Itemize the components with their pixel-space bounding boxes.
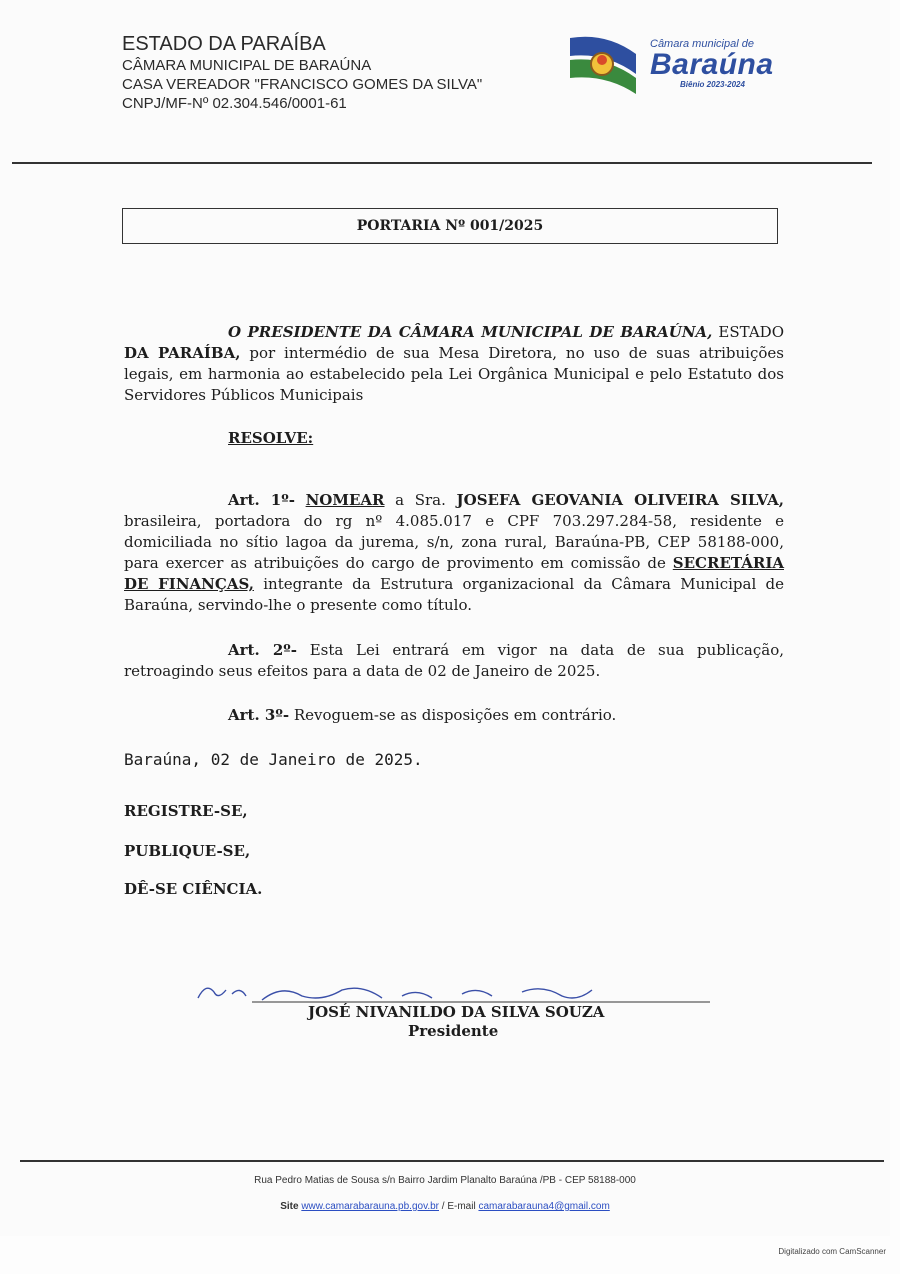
art2-text: Esta Lei entrará em vigor na data de sua publicação, retroagindo seus efeitos para a data de 02 de Janeiro de 2025. [124,641,784,680]
closing-publish: PUBLIQUE-SE, [124,842,251,860]
header-divider [12,162,872,164]
email-label: / E-mail [441,1201,476,1212]
art1-text: brasileira, portadora do rg nº 4.085.017 e CPF 703.297.284-58, residente e domiciliada no sítio lagoa da jurema, s/n, zona rural, Baraúna-PB, CEP 58188-000, para exercer as atribuições do cargo de provimento em comissão de [124,512,784,572]
place-date: Baraúna, 02 de Janeiro de 2025. [124,750,423,769]
logo-wordmark [650,38,774,89]
logo-name: Baraúna [650,48,774,81]
art1-verb: NOMEAR [305,491,385,509]
logo-term: Biênio 2023-2024 [680,80,745,89]
scanner-watermark: Digitalizado com CamScanner [778,1247,886,1256]
preamble-state-b: DA PARAÍBA, [124,344,241,362]
email-link[interactable]: camarabarauna4@gmail.com [478,1201,610,1212]
art1-pre-name: a Sra. [395,491,446,509]
resolve-heading: RESOLVE: [228,429,314,447]
letterhead-chamber: CÂMARA MUNICIPAL DE BARAÚNA [122,57,372,74]
letterhead-house: CASA VEREADOR "FRANCISCO GOMES DA SILVA" [122,76,483,93]
signatory-name: JOSÉ NIVANILDO DA SILVA SOUZA [308,1003,605,1021]
preamble-state-a: ESTADO [718,323,784,341]
art3-text: Revoguem-se as disposições em contrário. [293,706,617,724]
art1-label: Art. 1º- [228,491,295,509]
article-3 [124,705,784,726]
art1-name: JOSEFA GEOVANIA OLIVEIRA SILVA, [456,491,784,509]
logo-small-text: Câmara municipal de [650,38,754,50]
letterhead-state: ESTADO DA PARAÍBA [122,33,326,55]
preamble-lead: O PRESIDENTE DA CÂMARA MUNICIPAL DE BARAÚNA, [228,323,713,341]
letterhead [122,32,482,113]
site-link[interactable]: www.camarabarauna.pb.gov.br [301,1201,439,1212]
art3-label: Art. 3º- [228,706,290,724]
art1-tail: integrante da Estrutura organizacional da Câmara Municipal de Baraúna, servindo-lhe o presente como título. [124,575,784,614]
closing-science: DÊ-SE CIÊNCIA. [124,880,263,898]
article-2 [124,640,784,682]
preamble-text: por intermédio de sua Mesa Diretora, no uso de suas atribuições legais, em harmonia ao estabelecido pela Lei Orgânica Municipal e pelo Estatuto dos Servidores Públicos Municipais [124,344,784,404]
document-title-box [122,208,778,244]
footer-contacts [0,1201,890,1212]
document-title: PORTARIA Nº 001/2025 [356,218,544,234]
site-label: Site [280,1201,299,1212]
letterhead-cnpj: CNPJ/MF-Nº 02.304.546/0001-61 [122,95,347,112]
art1-role: SECRETÁRIA DE FINANÇAS, [124,554,784,593]
preamble [124,322,784,406]
article-1 [124,490,784,616]
closing-register: REGISTRE-SE, [124,802,248,820]
footer-address: Rua Pedro Matias de Sousa s/n Bairro Jardim Planalto Baraúna /PB - CEP 58188-000 [254,1175,636,1186]
signatory-role: Presidente [408,1022,499,1040]
footer-divider [20,1160,884,1162]
art2-label: Art. 2º- [228,641,297,659]
